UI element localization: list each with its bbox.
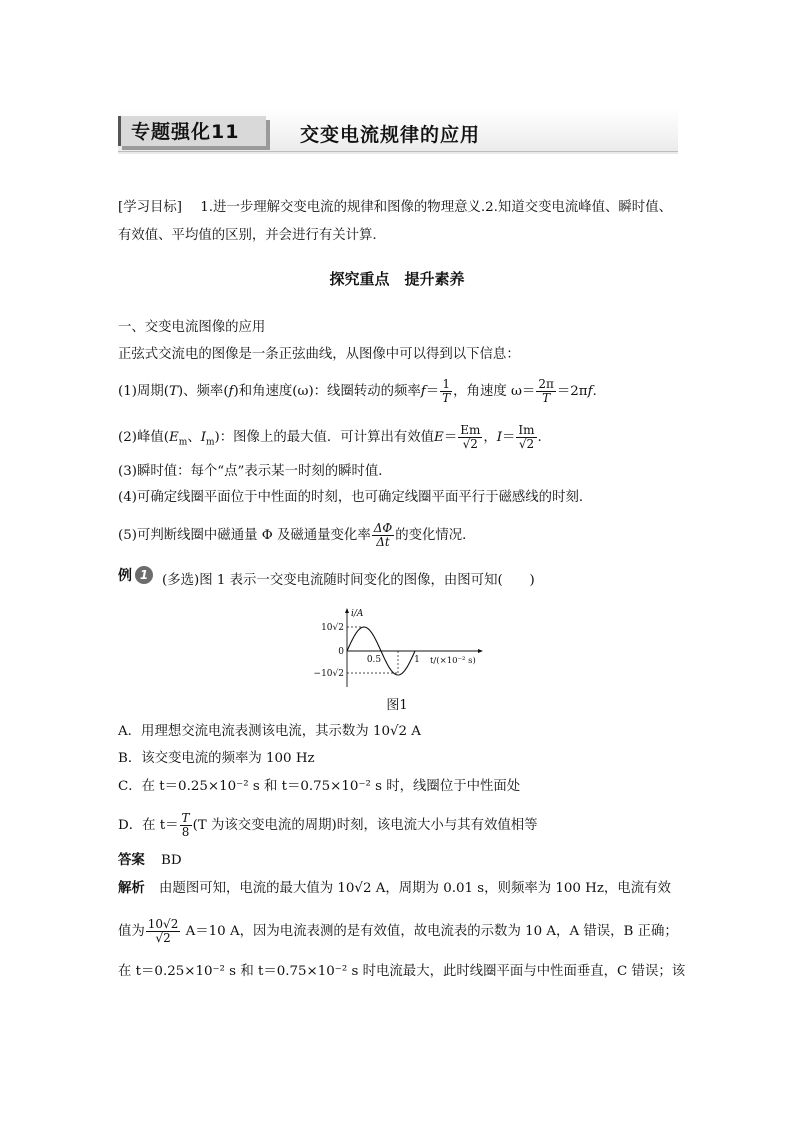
y-max-label: 10√2 bbox=[321, 623, 344, 633]
part1-intro: 正弦式交流电的图像是一条正弦曲线，从图像中可以得到以下信息： bbox=[118, 347, 520, 362]
item5-text-b: 的变化情况． bbox=[395, 528, 476, 543]
part1-item-4: (4)可确定线圈平面位于中性面的时刻，也可确定线圈平面平行于磁感线的时刻． bbox=[118, 490, 593, 505]
topic-badge bbox=[118, 116, 266, 146]
item1-var-f2: f bbox=[420, 384, 426, 399]
answer-value: BD bbox=[161, 853, 182, 868]
analysis-fraction bbox=[146, 918, 181, 945]
item2-sub-m: m bbox=[178, 437, 188, 448]
example-badge bbox=[118, 566, 158, 584]
header-rule bbox=[118, 151, 678, 152]
item1-var-T: T bbox=[168, 384, 178, 399]
objectives-tag: [学习目标] bbox=[118, 200, 183, 215]
item2-eq2: ＝ bbox=[502, 430, 516, 445]
frac-den: √2 bbox=[462, 437, 478, 451]
x-axis-arrow bbox=[478, 649, 483, 653]
example-number-circle: 1 bbox=[135, 566, 153, 584]
section-title: 探究重点 提升素养 bbox=[329, 270, 465, 288]
answer-line bbox=[118, 850, 182, 871]
objectives-line-2: 有效值、平均值的区别，并会进行有关计算. bbox=[118, 228, 377, 243]
frac-num: Em bbox=[460, 423, 481, 437]
frac-num: ΔΦ bbox=[373, 521, 393, 535]
option-d bbox=[118, 812, 538, 839]
item2-var-I2: I bbox=[496, 430, 503, 445]
analysis-line-2 bbox=[118, 918, 678, 945]
frac-num: Im bbox=[518, 423, 535, 437]
example-label: 例 bbox=[118, 568, 132, 584]
example-stem: (多选)图 1 表示一交变电流随时间变化的图像，由图可知( ) bbox=[162, 573, 535, 588]
item1-fraction-1 bbox=[440, 378, 452, 405]
answer-label: 答案 bbox=[118, 852, 145, 868]
item2-fraction-2 bbox=[516, 424, 536, 451]
analysis-line-3: 在 t＝0.25×10⁻² s 和 t＝0.75×10⁻² s 时电流最大，此时线圈平面与中性面垂直，C 错误；该 bbox=[118, 964, 686, 979]
item2-sub-m2: m bbox=[206, 437, 215, 448]
analysis-text-1: 由题图可知，电流的最大值为 10√2 A，周期为 0.01 s，则频率为 100 Hz，电流有效 bbox=[159, 881, 671, 896]
item2-text-b: )：图像上的最大值．可计算出有效值 bbox=[214, 430, 435, 445]
frac-num: 2π bbox=[538, 377, 554, 391]
option-a: A．用理想交流电流表测该电流，其示数为 10√2 A bbox=[118, 724, 421, 739]
frac-num: T bbox=[181, 811, 190, 825]
y-axis-arrow bbox=[345, 608, 349, 613]
item2-text-c: ， bbox=[483, 430, 497, 445]
item1-var-f: f bbox=[228, 384, 234, 399]
option-d-text-a: D．在 t＝ bbox=[118, 818, 179, 833]
item2-dot: . bbox=[537, 430, 542, 445]
part1-item-3: (3)瞬时值：每个“点”表示某一时刻的瞬时值． bbox=[118, 464, 392, 479]
frac-den: T bbox=[542, 391, 551, 405]
item1-text-a: (1)周期( bbox=[118, 384, 169, 399]
option-d-fraction bbox=[180, 812, 192, 839]
item1-text-d: ，角速度 ω＝ bbox=[453, 384, 536, 399]
topic-title: 交变电流规律的应用 bbox=[300, 124, 481, 146]
origin-label: 0 bbox=[338, 647, 344, 657]
part1-item-1 bbox=[118, 378, 597, 405]
objectives-line-1 bbox=[118, 198, 672, 218]
x-axis-label: t/(×10⁻² s) bbox=[430, 656, 476, 666]
analysis-line-1 bbox=[118, 878, 671, 899]
analysis-text-2b: A＝10 A，因为电流表测的是有效值，故电流表的示数为 10 A，A 错误，B 正确； bbox=[181, 924, 678, 939]
item1-var-f3: f bbox=[587, 384, 593, 399]
topic-badge-text: 专题强化11 bbox=[131, 121, 240, 143]
item5-text-a: (5)可判断线圈中磁通量 Φ 及磁通量变化率 bbox=[118, 528, 371, 543]
part1-heading: 一、交变电流图像的应用 bbox=[118, 320, 266, 335]
frac-den: 8 bbox=[181, 825, 190, 839]
item5-fraction bbox=[372, 522, 395, 549]
item2-eq1: ＝ bbox=[443, 430, 458, 445]
item1-text-e: ＝2π bbox=[556, 384, 588, 399]
analysis-label: 解析 bbox=[118, 880, 145, 896]
item1-text-b: )、频率( bbox=[177, 384, 229, 399]
analysis-text-2a: 值为 bbox=[118, 924, 145, 939]
item1-fraction-2 bbox=[536, 378, 556, 405]
y-min-label: −10√2 bbox=[313, 669, 344, 679]
part1-item-2 bbox=[118, 424, 542, 453]
item1-eq: ＝ bbox=[425, 384, 440, 399]
tick-one-label: 1 bbox=[414, 655, 420, 665]
objectives-text-1: 1.进一步理解交变电流的规律和图像的物理意义.2.知道交变电流峰值、瞬时值、 bbox=[200, 200, 672, 215]
current-time-graph bbox=[300, 605, 500, 690]
frac-num: 10√2 bbox=[147, 917, 179, 931]
item2-fraction-1 bbox=[458, 424, 482, 451]
item2-text-a: (2)峰值( bbox=[118, 430, 169, 445]
frac-den: T bbox=[442, 391, 451, 405]
tick-half-label: 0.5 bbox=[366, 655, 382, 665]
item1-dot: . bbox=[592, 384, 597, 399]
item2-sep: 、 bbox=[187, 430, 201, 445]
frac-den: √2 bbox=[155, 931, 171, 945]
item2-var-I: I bbox=[200, 430, 206, 445]
option-d-text-b: (T 为该交变电流的周期)时刻，该电流大小与其有效值相等 bbox=[192, 818, 538, 833]
y-axis-label: i/A bbox=[351, 609, 364, 619]
part1-item-5 bbox=[118, 522, 476, 549]
item1-text-c: )和角速度(ω)：线圈转动的频率 bbox=[233, 384, 421, 399]
frac-den: √2 bbox=[518, 437, 535, 451]
option-b: B．该交变电流的频率为 100 Hz bbox=[118, 751, 315, 766]
item2-var-E2: E bbox=[434, 430, 444, 445]
item2-var-E: E bbox=[168, 430, 179, 445]
option-c: C．在 t＝0.25×10⁻² s 和 t＝0.75×10⁻² s 时，线圈位于中性面处 bbox=[118, 779, 521, 794]
frac-den: Δt bbox=[376, 535, 390, 549]
frac-num: 1 bbox=[440, 378, 452, 392]
figure-caption: 图1 bbox=[386, 698, 408, 713]
